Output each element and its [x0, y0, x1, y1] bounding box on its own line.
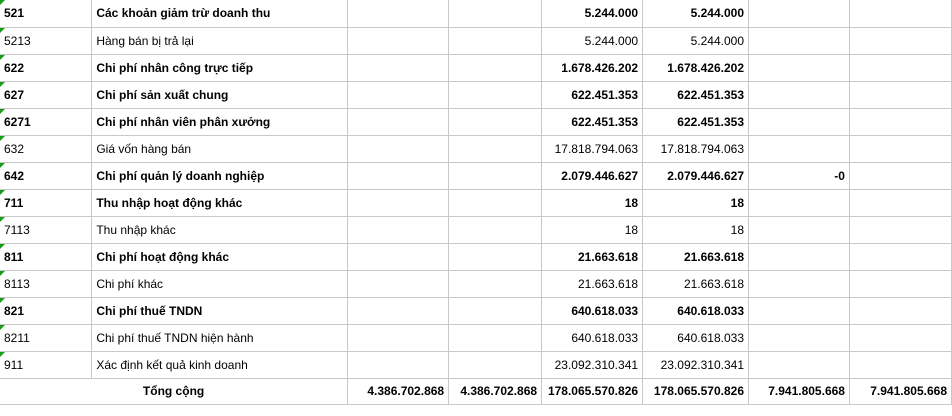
- amount-cell-c8[interactable]: [849, 189, 951, 216]
- amount-cell-c5[interactable]: 17.818.794.063: [542, 135, 643, 162]
- account-code: 811: [4, 249, 24, 264]
- table-row: [0, 324, 952, 351]
- amount-cell-c7[interactable]: [749, 324, 850, 351]
- amount-cell-c8[interactable]: [849, 54, 951, 81]
- amount-cell-c7[interactable]: [749, 243, 850, 270]
- account-code: 642: [4, 168, 25, 183]
- account-name-cell[interactable]: Chi phí nhân viên phân xưởng: [92, 108, 348, 135]
- account-code-cell[interactable]: [0, 270, 92, 297]
- account-code-cell[interactable]: [0, 243, 92, 270]
- comment-marker-icon: [0, 82, 5, 87]
- amount-cell-c6[interactable]: 640.618.033: [643, 297, 749, 324]
- account-name-cell[interactable]: Giá vốn hàng bán: [92, 135, 348, 162]
- amount-cell-c6[interactable]: 18: [643, 189, 749, 216]
- account-code-cell[interactable]: [0, 81, 92, 108]
- account-code: 8113: [4, 276, 30, 291]
- account-code-cell[interactable]: [0, 216, 92, 243]
- table-row: [0, 27, 952, 54]
- table-row: [0, 189, 952, 216]
- table-row: [0, 243, 952, 270]
- amount-cell-c7[interactable]: [749, 189, 850, 216]
- total-amount-c8[interactable]: 7.941.805.668: [849, 378, 951, 404]
- comment-marker-icon: [0, 325, 5, 330]
- account-name-cell[interactable]: Thu nhập hoạt động khác: [92, 189, 348, 216]
- comment-marker-icon: [0, 190, 5, 195]
- amount-cell-c7[interactable]: [749, 81, 850, 108]
- amount-cell-c3[interactable]: [348, 324, 449, 351]
- amount-cell-c4[interactable]: [449, 162, 542, 189]
- comment-marker-icon: [0, 136, 5, 141]
- amount-cell-c8[interactable]: [849, 270, 951, 297]
- amount-cell-c5[interactable]: 21.663.618: [542, 243, 643, 270]
- amount-cell-c7[interactable]: [749, 297, 850, 324]
- table-row: [0, 270, 952, 297]
- amount-cell-c6[interactable]: 5.244.000: [643, 27, 749, 54]
- account-code-cell[interactable]: [0, 27, 92, 54]
- comment-marker-icon: [0, 55, 5, 60]
- amount-cell-c4[interactable]: [449, 108, 542, 135]
- table-row: [0, 351, 952, 378]
- account-code: 521: [4, 6, 25, 21]
- comment-marker-icon: [0, 244, 5, 249]
- amount-cell-c3[interactable]: [348, 162, 449, 189]
- amount-cell-c3[interactable]: [348, 243, 449, 270]
- comment-marker-icon: [0, 109, 5, 114]
- account-code: 627: [4, 87, 25, 102]
- amount-cell-c6[interactable]: 21.663.618: [643, 243, 749, 270]
- account-code-cell[interactable]: [0, 108, 92, 135]
- table-row: [0, 297, 952, 324]
- amount-cell-c8[interactable]: [849, 297, 951, 324]
- table-row: [0, 54, 952, 81]
- table-row: [0, 108, 952, 135]
- amount-cell-c3[interactable]: [348, 189, 449, 216]
- amount-cell-c5[interactable]: 1.678.426.202: [542, 54, 643, 81]
- amount-cell-c4[interactable]: [449, 81, 542, 108]
- account-name-cell[interactable]: Chi phí khác: [92, 270, 348, 297]
- account-name-cell[interactable]: Chi phí nhân công trực tiếp: [92, 54, 348, 81]
- amount-cell-c7[interactable]: [749, 135, 850, 162]
- amount-cell-c4[interactable]: [449, 324, 542, 351]
- amount-cell-c3[interactable]: [348, 351, 449, 378]
- amount-cell-c6[interactable]: 5.244.000: [643, 0, 749, 27]
- comment-marker-icon: [0, 298, 5, 303]
- amount-cell-c7[interactable]: [749, 270, 850, 297]
- account-code: 6271: [4, 114, 31, 129]
- account-name-cell[interactable]: Chi phí hoạt động khác: [92, 243, 348, 270]
- account-code-cell[interactable]: [0, 135, 92, 162]
- account-code: 5213: [4, 33, 31, 48]
- account-code-cell[interactable]: [0, 297, 92, 324]
- amount-cell-c8[interactable]: [849, 162, 951, 189]
- amount-cell-c7[interactable]: [749, 0, 850, 27]
- amount-cell-c3[interactable]: [348, 54, 449, 81]
- total-amount-c6[interactable]: 178.065.570.826: [643, 378, 749, 404]
- amount-cell-c7[interactable]: [749, 27, 850, 54]
- comment-marker-icon: [0, 352, 5, 357]
- amount-cell-c7[interactable]: [749, 216, 850, 243]
- amount-cell-c6[interactable]: 622.451.353: [643, 108, 749, 135]
- account-code: 821: [4, 303, 25, 318]
- comment-marker-icon: [0, 163, 5, 168]
- table-row: [0, 162, 952, 189]
- amount-cell-c6[interactable]: 21.663.618: [643, 270, 749, 297]
- account-code: 911: [4, 357, 24, 372]
- amount-cell-c4[interactable]: [449, 0, 542, 27]
- amount-cell-c5[interactable]: 622.451.353: [542, 108, 643, 135]
- amount-cell-c6[interactable]: 23.092.310.341: [643, 351, 749, 378]
- amount-cell-c4[interactable]: [449, 189, 542, 216]
- account-code-cell[interactable]: [0, 351, 92, 378]
- account-code-cell[interactable]: [0, 162, 92, 189]
- comment-marker-icon: [0, 0, 5, 5]
- amount-cell-c3[interactable]: [348, 270, 449, 297]
- amount-cell-c3[interactable]: [348, 297, 449, 324]
- amount-cell-c4[interactable]: [449, 27, 542, 54]
- account-code-cell[interactable]: [0, 0, 92, 27]
- total-amount-c4[interactable]: 4.386.702.868: [449, 378, 542, 404]
- account-code: 711: [4, 195, 24, 210]
- amount-cell-c3[interactable]: [348, 81, 449, 108]
- amount-cell-c7[interactable]: [749, 108, 850, 135]
- amount-cell-c5[interactable]: 23.092.310.341: [542, 351, 643, 378]
- amount-cell-c8[interactable]: [849, 243, 951, 270]
- amount-cell-c5[interactable]: 18: [542, 216, 643, 243]
- total-row: [0, 378, 952, 404]
- amount-cell-c3[interactable]: [348, 135, 449, 162]
- amount-cell-c8[interactable]: [849, 135, 951, 162]
- table-row: [0, 0, 952, 27]
- amount-cell-c5[interactable]: 640.618.033: [542, 324, 643, 351]
- amount-cell-c5[interactable]: 5.244.000: [542, 0, 643, 27]
- account-code: 632: [4, 141, 25, 156]
- amount-cell-c8[interactable]: [849, 81, 951, 108]
- amount-cell-c4[interactable]: [449, 297, 542, 324]
- amount-cell-c3[interactable]: [348, 27, 449, 54]
- amount-cell-c8[interactable]: [849, 324, 951, 351]
- account-name-cell[interactable]: Chi phí quản lý doanh nghiệp: [92, 162, 348, 189]
- total-amount-c7[interactable]: 7.941.805.668: [749, 378, 850, 404]
- amount-cell-c6[interactable]: 18: [643, 216, 749, 243]
- comment-marker-icon: [0, 271, 5, 276]
- amount-cell-c5[interactable]: 21.663.618: [542, 270, 643, 297]
- amount-cell-c4[interactable]: [449, 351, 542, 378]
- amount-cell-c5[interactable]: 5.244.000: [542, 27, 643, 54]
- account-name-cell[interactable]: Chi phí thuế TNDN: [92, 297, 348, 324]
- amount-cell-c5[interactable]: 622.451.353: [542, 81, 643, 108]
- amount-cell-c8[interactable]: [849, 216, 951, 243]
- amount-cell-c6[interactable]: 17.818.794.063: [643, 135, 749, 162]
- amount-cell-c3[interactable]: [348, 108, 449, 135]
- amount-cell-c8[interactable]: [849, 27, 951, 54]
- amount-cell-c7[interactable]: [749, 351, 850, 378]
- account-name-cell[interactable]: Hàng bán bị trả lại: [92, 27, 348, 54]
- amount-cell-c4[interactable]: [449, 216, 542, 243]
- account-code: 7113: [4, 222, 30, 237]
- account-name-cell[interactable]: Chi phí thuế TNDN hiện hành: [92, 324, 348, 351]
- amount-cell-c5[interactable]: 2.079.446.627: [542, 162, 643, 189]
- account-name-cell[interactable]: Các khoản giảm trừ doanh thu: [92, 0, 348, 27]
- amount-cell-c6[interactable]: 1.678.426.202: [643, 54, 749, 81]
- amount-cell-c3[interactable]: [348, 216, 449, 243]
- amount-cell-c6[interactable]: 640.618.033: [643, 324, 749, 351]
- amount-cell-c7[interactable]: -0: [749, 162, 850, 189]
- comment-marker-icon: [0, 28, 5, 33]
- table-row: [0, 216, 952, 243]
- account-code-cell[interactable]: [0, 54, 92, 81]
- account-code-cell[interactable]: [0, 189, 92, 216]
- amount-cell-c6[interactable]: 622.451.353: [643, 81, 749, 108]
- amount-cell-c5[interactable]: 640.618.033: [542, 297, 643, 324]
- amount-cell-c4[interactable]: [449, 243, 542, 270]
- account-code-cell[interactable]: [0, 324, 92, 351]
- amount-cell-c8[interactable]: [849, 0, 951, 27]
- table-row: [0, 135, 952, 162]
- amount-cell-c8[interactable]: [849, 351, 951, 378]
- account-name-cell[interactable]: Thu nhập khác: [92, 216, 348, 243]
- comment-marker-icon: [0, 217, 5, 222]
- account-code: 622: [4, 60, 25, 75]
- amount-cell-c4[interactable]: [449, 54, 542, 81]
- account-name-cell[interactable]: Xác định kết quả kinh doanh: [92, 351, 348, 378]
- amount-cell-c4[interactable]: [449, 270, 542, 297]
- total-label-cell[interactable]: Tổng cộng: [0, 378, 348, 404]
- amount-cell-c5[interactable]: 18: [542, 189, 643, 216]
- amount-cell-c7[interactable]: [749, 54, 850, 81]
- amount-cell-c3[interactable]: [348, 0, 449, 27]
- total-amount-c3[interactable]: 4.386.702.868: [348, 378, 449, 404]
- account-name-cell[interactable]: Chi phí sản xuất chung: [92, 81, 348, 108]
- account-code: 8211: [4, 330, 30, 345]
- total-amount-c5[interactable]: 178.065.570.826: [542, 378, 643, 404]
- amount-cell-c6[interactable]: 2.079.446.627: [643, 162, 749, 189]
- amount-cell-c8[interactable]: [849, 108, 951, 135]
- table-row: [0, 81, 952, 108]
- amount-cell-c4[interactable]: [449, 135, 542, 162]
